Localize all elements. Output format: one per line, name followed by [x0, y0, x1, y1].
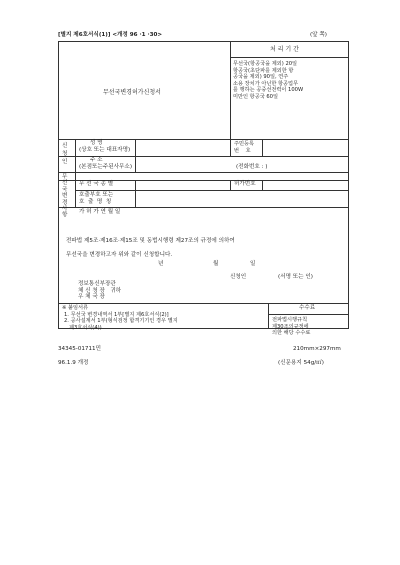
date-month-label: 월: [213, 261, 219, 267]
date-day-label: 일: [250, 261, 256, 267]
station-changes-label: 무선국변경사항: [62, 174, 68, 219]
processing-period-text: 무선국(항공국을 제외) 20일 항공국(초단파를 제외한 항 공국을 제외) 90일, 연주 소용 장치가 아닌한 항공업무 를 행하는 공중선전력이 100W 미만인 항공국 60일: [233, 61, 304, 100]
name-sublabel: (상호 또는 대표자명): [79, 147, 131, 153]
fee-text: 전파법시행규칙 제30조의규정에 의한 해당 수수료: [272, 317, 311, 337]
form-id: [별지 제6호서식(1)] <개정 96 ·1 ·30>: [58, 32, 163, 38]
paper-type: (신문용지 54g/㎡): [278, 360, 324, 366]
applicant-label: 신청인: [62, 143, 68, 165]
fee-label: 수수료: [299, 305, 316, 311]
station-type-label: 무 선 국 종 별: [79, 181, 114, 187]
form-title: 무선국변경허가신청서: [103, 89, 161, 96]
address-sublabel: (본점또는주된사무소): [79, 164, 132, 170]
paper-size: 210mm×297mm: [293, 346, 341, 352]
recipient-block: 정보통신부장관 체 신 청 장 귀하 우 체 국 장: [78, 281, 122, 301]
license-date-label: 가 허 가 연 월 일: [79, 209, 121, 215]
attachments-header: ※ 붙임서류: [62, 305, 89, 311]
revision-date: 96.1.9 개정: [58, 360, 89, 366]
phone-label: (전화번호 : ): [236, 164, 268, 170]
body-line-2: 무선국을 변경하고자 위와 같이 신청합니다.: [66, 252, 173, 258]
signature-label: (서명 또는 인): [278, 274, 313, 280]
processing-period-label: 처 리 기 간: [270, 46, 299, 53]
name-label: 성 명: [90, 140, 103, 146]
license-number-label: 허가번호: [234, 181, 256, 187]
resident-number-label: 주민등록 번 호: [234, 141, 255, 154]
signer-label: 신청인: [230, 274, 247, 280]
body-line-1: 전파법 제5조·제16조·제15조 및 동법시행령 제27조의 규정에 의하여: [66, 238, 235, 244]
form-code: 34345-01711민: [58, 346, 102, 352]
address-label: 주 소: [90, 157, 103, 163]
date-year-label: 년: [158, 261, 164, 267]
callsign-label: 호출부호 또는 호 출 명 칭: [79, 192, 114, 205]
page-side: (앞 쪽): [310, 32, 327, 38]
attachment-item-2: 2. 공사설계서 1부(형식검정 합격기기인 경우 별지 제3호서식(4)): [64, 318, 178, 331]
attachment-item-1: 1. 무선국 변경내역서 1부[별지 제6호서식(2)]: [64, 312, 169, 318]
